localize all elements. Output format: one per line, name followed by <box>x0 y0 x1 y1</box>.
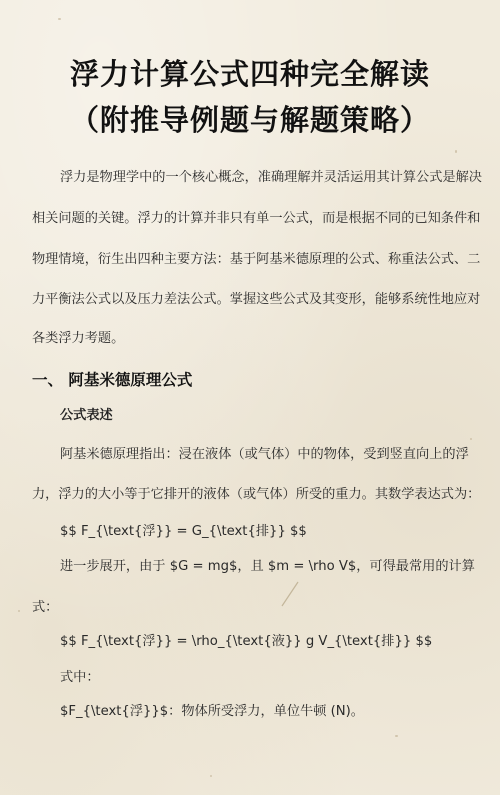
paper-speck <box>395 735 398 737</box>
paper-speck <box>210 775 212 777</box>
page-title-line2: （附推导例题与解题策略） <box>69 103 430 137</box>
where-label: 式中： <box>60 670 100 685</box>
paper-speck <box>470 438 472 440</box>
formula-buoyancy-density: $$ F_{\text{浮}} = \rho_{\text{液}} g V_{\text{排}} $$ <box>60 634 433 649</box>
body-line: 式： <box>32 600 59 615</box>
section-heading: 一、 阿基米德原理公式 <box>32 371 193 389</box>
intro-line: 力平衡法公式以及压力差法公式。掌握这些公式及其变形，能够系统性地应对 <box>32 292 481 307</box>
body-line: 进一步展开，由于 $G = mg$，且 $m = \rho V$，可得最常用的计算 <box>60 559 475 574</box>
paper-speck <box>455 150 457 153</box>
body-line: 力，浮力的大小等于它排开的液体（或气体）所受的重力。其数学表达式为： <box>32 487 481 502</box>
intro-line: 相关问题的关键。浮力的计算并非只有单一公式，而是根据不同的已知条件和 <box>32 211 481 226</box>
page-title-line1: 浮力计算公式四种完全解读 <box>69 57 430 91</box>
section-subheading: 公式表述 <box>60 408 113 423</box>
definition-line: $F_{\text{浮}}$：物体所受浮力，单位牛顿 (N)。 <box>60 704 364 719</box>
paper-scratch <box>280 578 302 608</box>
paper-speck <box>18 610 20 612</box>
formula-buoyancy-displaced: $$ F_{\text{浮}} = G_{\text{排}} $$ <box>60 524 307 539</box>
intro-line: 各类浮力考题。 <box>32 331 125 346</box>
intro-line: 浮力是物理学中的一个核心概念，准确理解并灵活运用其计算公式是解决 <box>60 170 482 185</box>
body-line: 阿基米德原理指出：浸在液体（或气体）中的物体，受到竖直向上的浮 <box>60 447 469 462</box>
intro-line: 物理情境，衍生出四种主要方法：基于阿基米德原理的公式、称重法公式、二 <box>32 252 481 267</box>
paper-speck <box>58 18 61 20</box>
